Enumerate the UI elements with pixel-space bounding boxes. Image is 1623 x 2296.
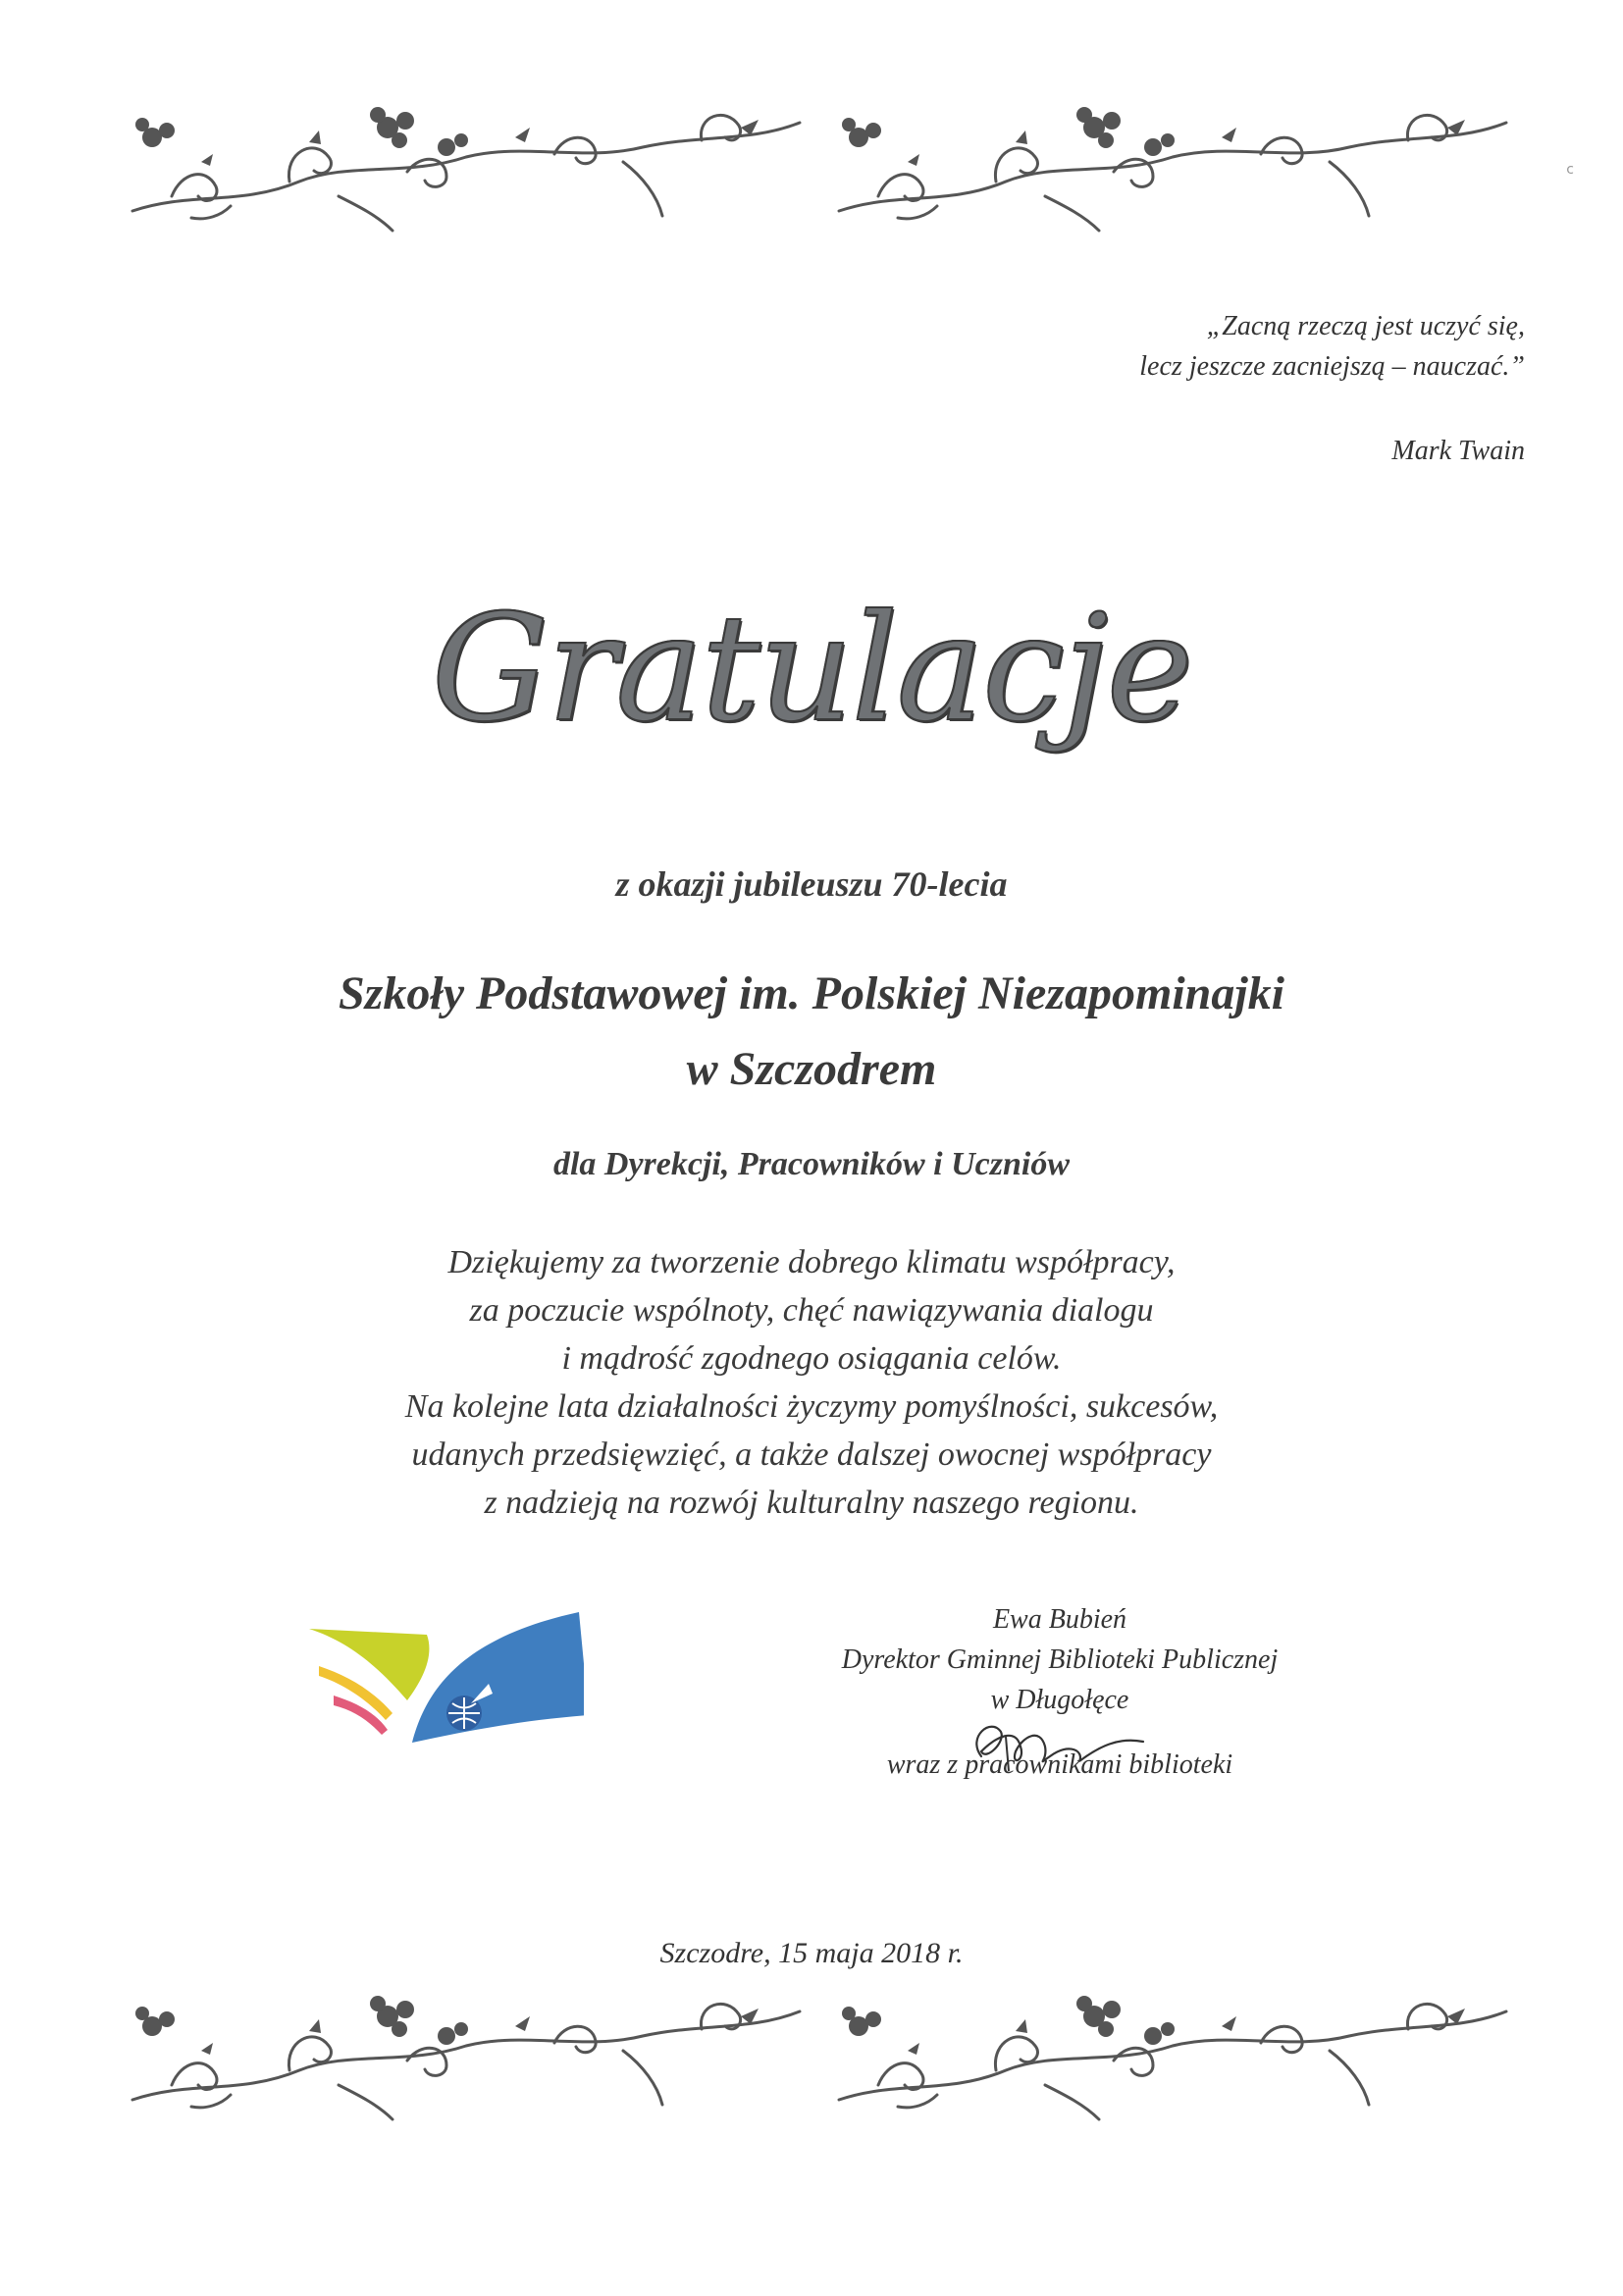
quote-line-1: „Zacną rzeczą jest uczyć się, [1206, 311, 1525, 341]
floral-ornament-top-right [819, 103, 1526, 235]
body-line: i mądrość zgodnego osiągania celów. [561, 1340, 1062, 1377]
signatory-position: Dyrektor Gminnej Biblioteki Publicznej [841, 1644, 1279, 1675]
floral-ornament-top-left [113, 103, 819, 235]
certificate-title: Gratulacje [431, 584, 1192, 755]
body-line: za poczucie wspólnoty, chęć nawiązywania dialogu [469, 1292, 1154, 1329]
occasion-line: z okazji jubileuszu 70-lecia [615, 864, 1008, 904]
body-line: z nadzieją na rozwój kulturalny naszego regionu. [484, 1485, 1139, 1521]
quote-line-2: lecz jeszcze zacniejszą – nauczać.” [1139, 351, 1525, 382]
body-line: udanych przedsięwzięć, a także dalszej owocnej współpracy [411, 1436, 1212, 1473]
thanks-paragraph [0, 1238, 1623, 1527]
signatory-location: w Długołęce [990, 1685, 1129, 1715]
body-line: Na kolejne lata działalności życzymy pomyślności, sukcesów, [404, 1388, 1219, 1425]
date-line: Szczodre, 15 maja 2018 r. [659, 1937, 964, 1969]
body-line: Dziękujemy za tworzenie dobrego klimatu współpracy, [447, 1244, 1176, 1280]
quote-author: Mark Twain [1391, 436, 1525, 466]
library-logo [309, 1597, 584, 1745]
floral-ornament-bottom-left [113, 1992, 819, 2124]
signatory-name: Ewa Bubień [992, 1604, 1127, 1635]
handwritten-signature [962, 1707, 1158, 1781]
recipients-line: dla Dyrekcji, Pracowników i Uczniów [552, 1146, 1071, 1182]
scan-mark: c [1566, 162, 1574, 178]
quote [1139, 306, 1525, 387]
signatory-with-staff: wraz z pracownikami biblioteki [886, 1749, 1233, 1780]
school-name-line-2: w Szczodrem [686, 1043, 937, 1095]
school-name-line-1: Szkoły Podstawowej im. Polskiej Niezapominajki [338, 967, 1285, 1019]
floral-ornament-bottom-right [819, 1992, 1526, 2124]
